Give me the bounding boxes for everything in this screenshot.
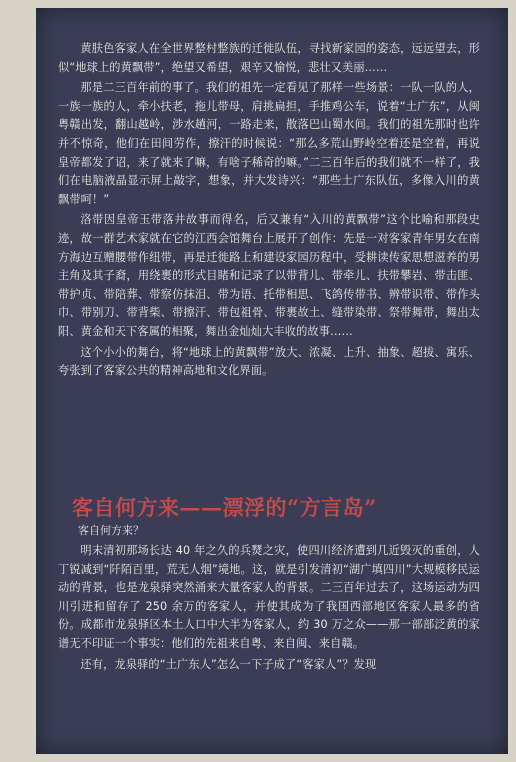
- paragraph: 还有，龙泉驿的“土广东人”怎么一下子成了“客家人”？发现: [80, 657, 377, 671]
- paragraph: 明末清初那场长达 40 年之久的兵燹之灾，使四川经济遭到几近毁灭的重创，人丁锐减到“阡陌百里，荒无人烟”境地。这，就是引发清初“湖广填四川”大规模移民运动的背景，也是龙泉驿突然涌来大量客家人的背景。二三百年过去了，这场运动为四川引进和留存了 250 余万的客家人，并使其成为了我国西部地区客家人最多的省份。成都市龙泉驿区本土人口中大半为客家人，约 30 万之众——那一部部泛黄的家谱无不印证一个事实：他们的先祖来自粤、来自闽、来自赣。: [58, 544, 480, 650]
- section-2-text: [58, 542, 480, 676]
- paragraph: 洛带因皇帝玉带落井故事而得名，后又兼有“入川的黄飘带”这个比喻和那段史迹，故一群艺术家就在它的江西会馆舞台上展开了创作：先是一对客家青年男女在南方海边互赠腰带作纽带，再是迁徙路上和建设家园历程中，受耕读传家思想滋养的男主角及其子裔，用绕裹的形式目睹和记录了以带背儿、带牵儿、扶带攀岩、带击匪、带护贞、带陪葬、带察仿抹泪、带为语、托带相思、飞鸽传带书、辨带识带、带作头巾、带别刀、带背柴、带擦汗、带包祖骨、带裹故土、缝带染带、祭带舞带，舞出太阳、黄金和天下客属的相聚，舞出金灿灿大丰收的故事……: [58, 213, 480, 338]
- section-subheading: 客自何方来？: [78, 524, 144, 537]
- section-heading: 客自何方来——漂浮的“方言岛”: [72, 495, 377, 520]
- section-1-text: [58, 40, 480, 383]
- paragraph: 黄肤色客家人在全世界整村整族的迁徙队伍，寻找新家园的姿态，远远望去，形似“地球上的黄飘带”，绝望又希望，艰辛又愉悦，悲壮又美丽……: [58, 42, 480, 74]
- paragraph: 那是二三百年前的事了。我们的祖先一定看见了那样一些场景：一队一队的人，一族一族的人，牵小扶老，拖儿带母，肩挑扁担，手推鸡公车，说着“土广东”，从闽粤赣出发，翻山越岭，涉水趟河，一路走来，散落巴山蜀水间。我们的祖先那时也许并不惊奇，他们在田间劳作，擦汗的时候说：“那么多荒山野岭空着还是空着，再说皇帝都发了诏，来了就来了嘛，有啥子稀奇的嘛。”二三百年后的我们就不一样了，我们在电脑液晶显示屏上敲字，想象，并大发诗兴：“那些土广东队伍，多像入川的黄飘带呵！”: [58, 81, 480, 206]
- paragraph: 这个小小的舞台，将“地球上的黄飘带”放大、浓凝、上升、抽象、超拔、寓乐、夸张到了客家公共的精神高地和文化界面。: [58, 345, 480, 378]
